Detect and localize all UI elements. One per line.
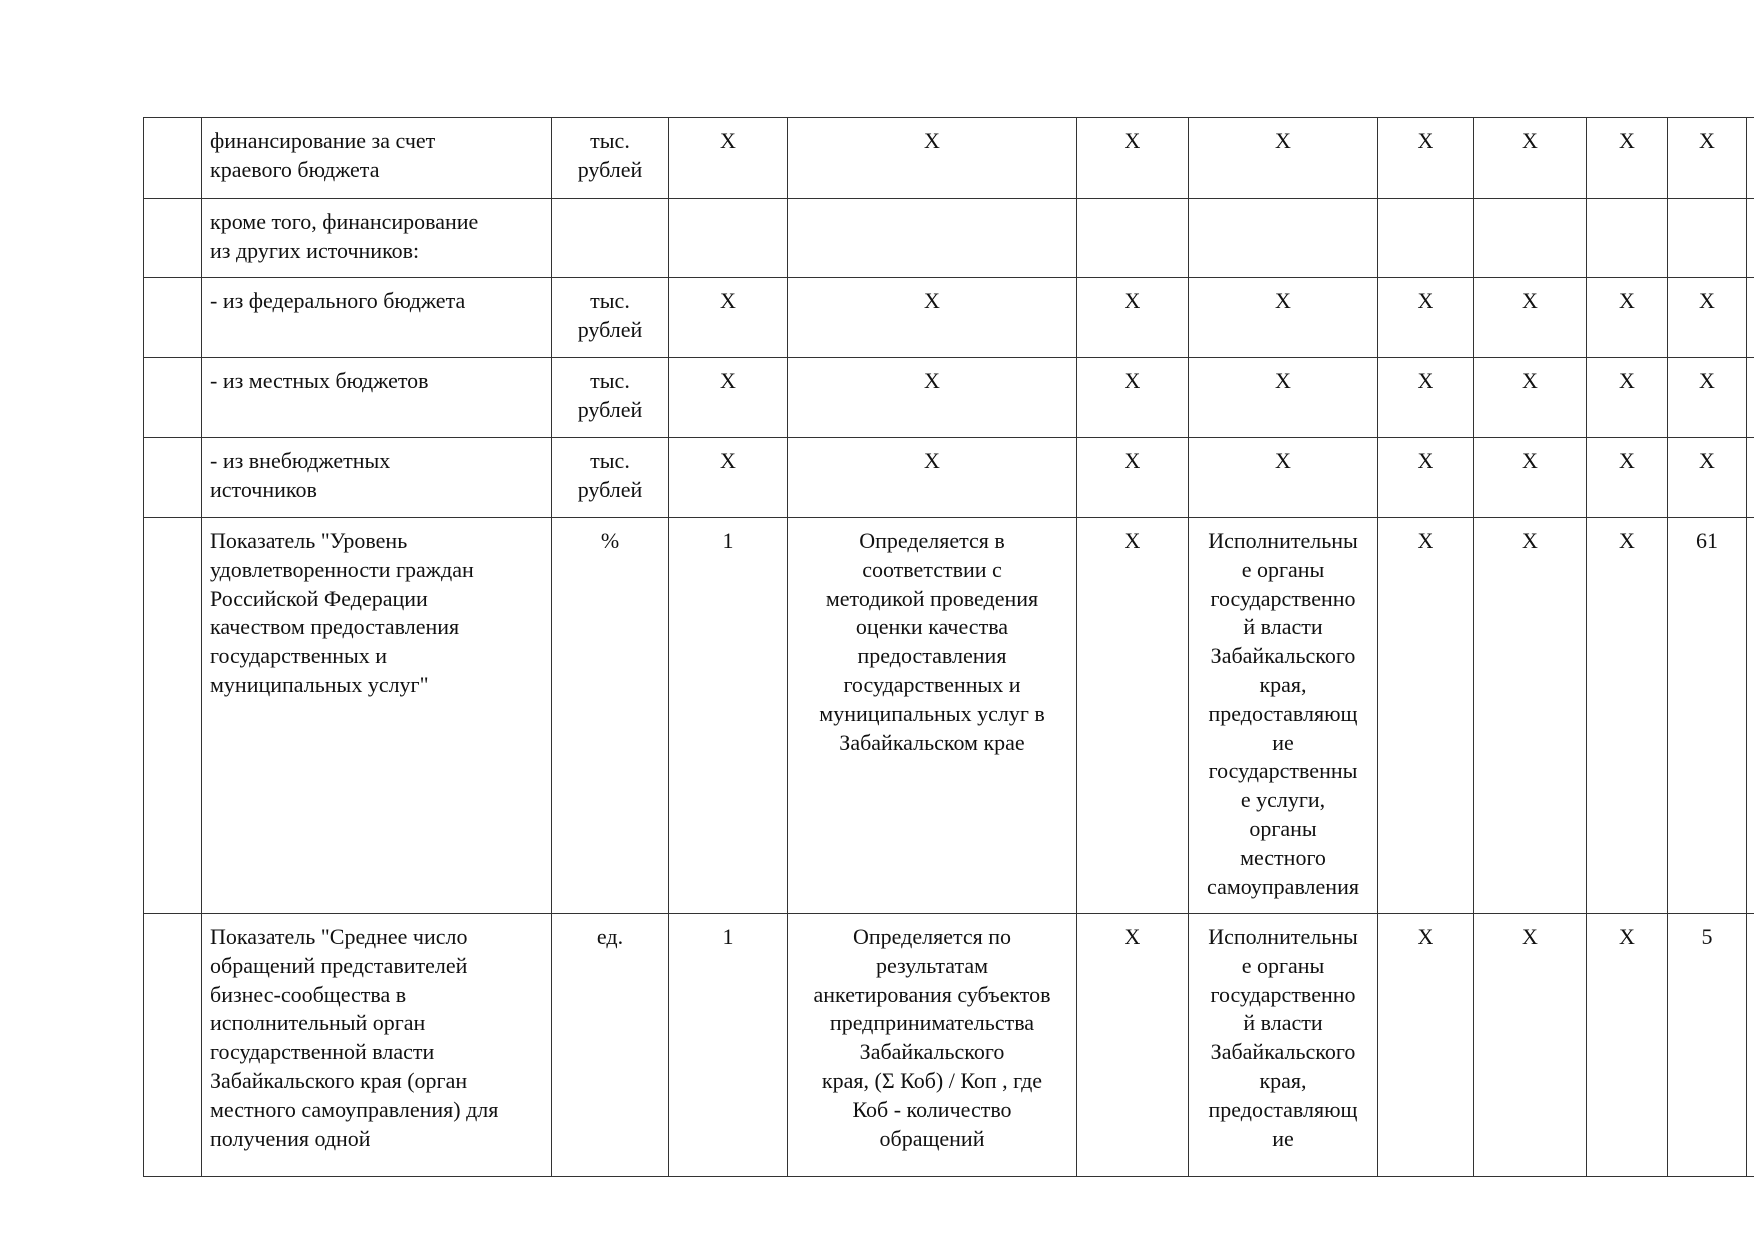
cell-weight: X — [669, 118, 788, 199]
cell-row-number — [144, 199, 202, 278]
cell-method: Определяется по результатам анкетирования субъектов предпринимательства Забайкальского края, (Σ Коб) / Коп , где Коб - количество обращений — [788, 914, 1077, 1177]
cell-weight: X — [669, 278, 788, 358]
cell-responsible: X — [1189, 438, 1378, 518]
cell-unit: ед. — [552, 914, 669, 1177]
table-row — [144, 199, 1754, 278]
cell-col-8: X — [1474, 438, 1587, 518]
cell-row-number — [144, 914, 202, 1177]
cell-col-8: X — [1474, 358, 1587, 438]
cell-name: Показатель "Среднее число обращений представителей бизнес-сообщества в исполнительный орган государственной власти Забайкальского края (орган местного самоуправления) для получения одной — [202, 914, 552, 1177]
cell-value: X — [1668, 438, 1747, 518]
cell-col-11 — [1747, 278, 1754, 358]
cell-unit: тыс. рублей — [552, 118, 669, 199]
cell-col-7: X — [1378, 278, 1474, 358]
cell-name: - из федерального бюджета — [202, 278, 552, 358]
cell-method — [788, 199, 1077, 278]
cell-col-x: X — [1077, 518, 1189, 914]
cell-col-x: X — [1077, 914, 1189, 1177]
cell-responsible: X — [1189, 118, 1378, 199]
cell-weight: 1 — [669, 518, 788, 914]
cell-col-9 — [1587, 199, 1668, 278]
cell-col-11 — [1747, 358, 1754, 438]
cell-value: X — [1668, 118, 1747, 199]
cell-col-8 — [1474, 199, 1587, 278]
cell-col-x: X — [1077, 438, 1189, 518]
cell-col-8: X — [1474, 278, 1587, 358]
table-row — [144, 358, 1754, 438]
cell-unit: тыс. рублей — [552, 358, 669, 438]
cell-weight — [669, 199, 788, 278]
cell-col-x — [1077, 199, 1189, 278]
cell-col-7: X — [1378, 118, 1474, 199]
indicators-table — [143, 117, 1754, 1177]
cell-row-number — [144, 278, 202, 358]
cell-unit: тыс. рублей — [552, 438, 669, 518]
cell-unit — [552, 199, 669, 278]
cell-value: 61 — [1668, 518, 1747, 914]
cell-value — [1668, 199, 1747, 278]
cell-responsible: Исполнительны е органы государственно й власти Забайкальского края, предоставляющ ие государственны е услуги, органы местного самоуправления — [1189, 518, 1378, 914]
table-row — [144, 278, 1754, 358]
cell-col-7: X — [1378, 358, 1474, 438]
cell-weight: 1 — [669, 914, 788, 1177]
cell-method: Определяется в соответствии с методикой проведения оценки качества предоставления государственных и муниципальных услуг в Забайкальском крае — [788, 518, 1077, 914]
cell-name: - из местных бюджетов — [202, 358, 552, 438]
cell-unit: % — [552, 518, 669, 914]
cell-name: кроме того, финансирование из других источников: — [202, 199, 552, 278]
cell-col-9: X — [1587, 438, 1668, 518]
cell-name: - из внебюджетных источников — [202, 438, 552, 518]
cell-col-x: X — [1077, 118, 1189, 199]
cell-row-number — [144, 358, 202, 438]
cell-col-8: X — [1474, 518, 1587, 914]
cell-col-7: X — [1378, 438, 1474, 518]
table-row — [144, 118, 1754, 199]
cell-responsible: X — [1189, 278, 1378, 358]
cell-method: X — [788, 358, 1077, 438]
table-row — [144, 518, 1754, 914]
cell-col-11 — [1747, 518, 1754, 914]
cell-value: 5 — [1668, 914, 1747, 1177]
cell-col-9: X — [1587, 518, 1668, 914]
table-row — [144, 914, 1754, 1177]
cell-col-8: X — [1474, 914, 1587, 1177]
cell-col-8: X — [1474, 118, 1587, 199]
cell-col-9: X — [1587, 118, 1668, 199]
table-row — [144, 438, 1754, 518]
cell-col-11 — [1747, 914, 1754, 1177]
cell-row-number — [144, 118, 202, 199]
cell-responsible — [1189, 199, 1378, 278]
cell-value: X — [1668, 278, 1747, 358]
cell-weight: X — [669, 358, 788, 438]
cell-method: X — [788, 278, 1077, 358]
cell-col-9: X — [1587, 358, 1668, 438]
cell-col-11 — [1747, 438, 1754, 518]
cell-responsible: X — [1189, 358, 1378, 438]
cell-method: X — [788, 118, 1077, 199]
cell-method: X — [788, 438, 1077, 518]
cell-unit: тыс. рублей — [552, 278, 669, 358]
cell-col-9: X — [1587, 914, 1668, 1177]
cell-col-7: X — [1378, 914, 1474, 1177]
cell-value: X — [1668, 358, 1747, 438]
cell-col-x: X — [1077, 278, 1189, 358]
cell-row-number — [144, 438, 202, 518]
cell-name: Показатель "Уровень удовлетворенности граждан Российской Федерации качеством предоставления государственных и муниципальных услуг" — [202, 518, 552, 914]
cell-row-number — [144, 518, 202, 914]
cell-weight: X — [669, 438, 788, 518]
cell-col-x: X — [1077, 358, 1189, 438]
cell-col-9: X — [1587, 278, 1668, 358]
cell-responsible: Исполнительны е органы государственно й власти Забайкальского края, предоставляющ ие — [1189, 914, 1378, 1177]
cell-name: финансирование за счет краевого бюджета — [202, 118, 552, 199]
cell-col-7: X — [1378, 518, 1474, 914]
cell-col-11 — [1747, 118, 1754, 199]
cell-col-11 — [1747, 199, 1754, 278]
cell-col-7 — [1378, 199, 1474, 278]
